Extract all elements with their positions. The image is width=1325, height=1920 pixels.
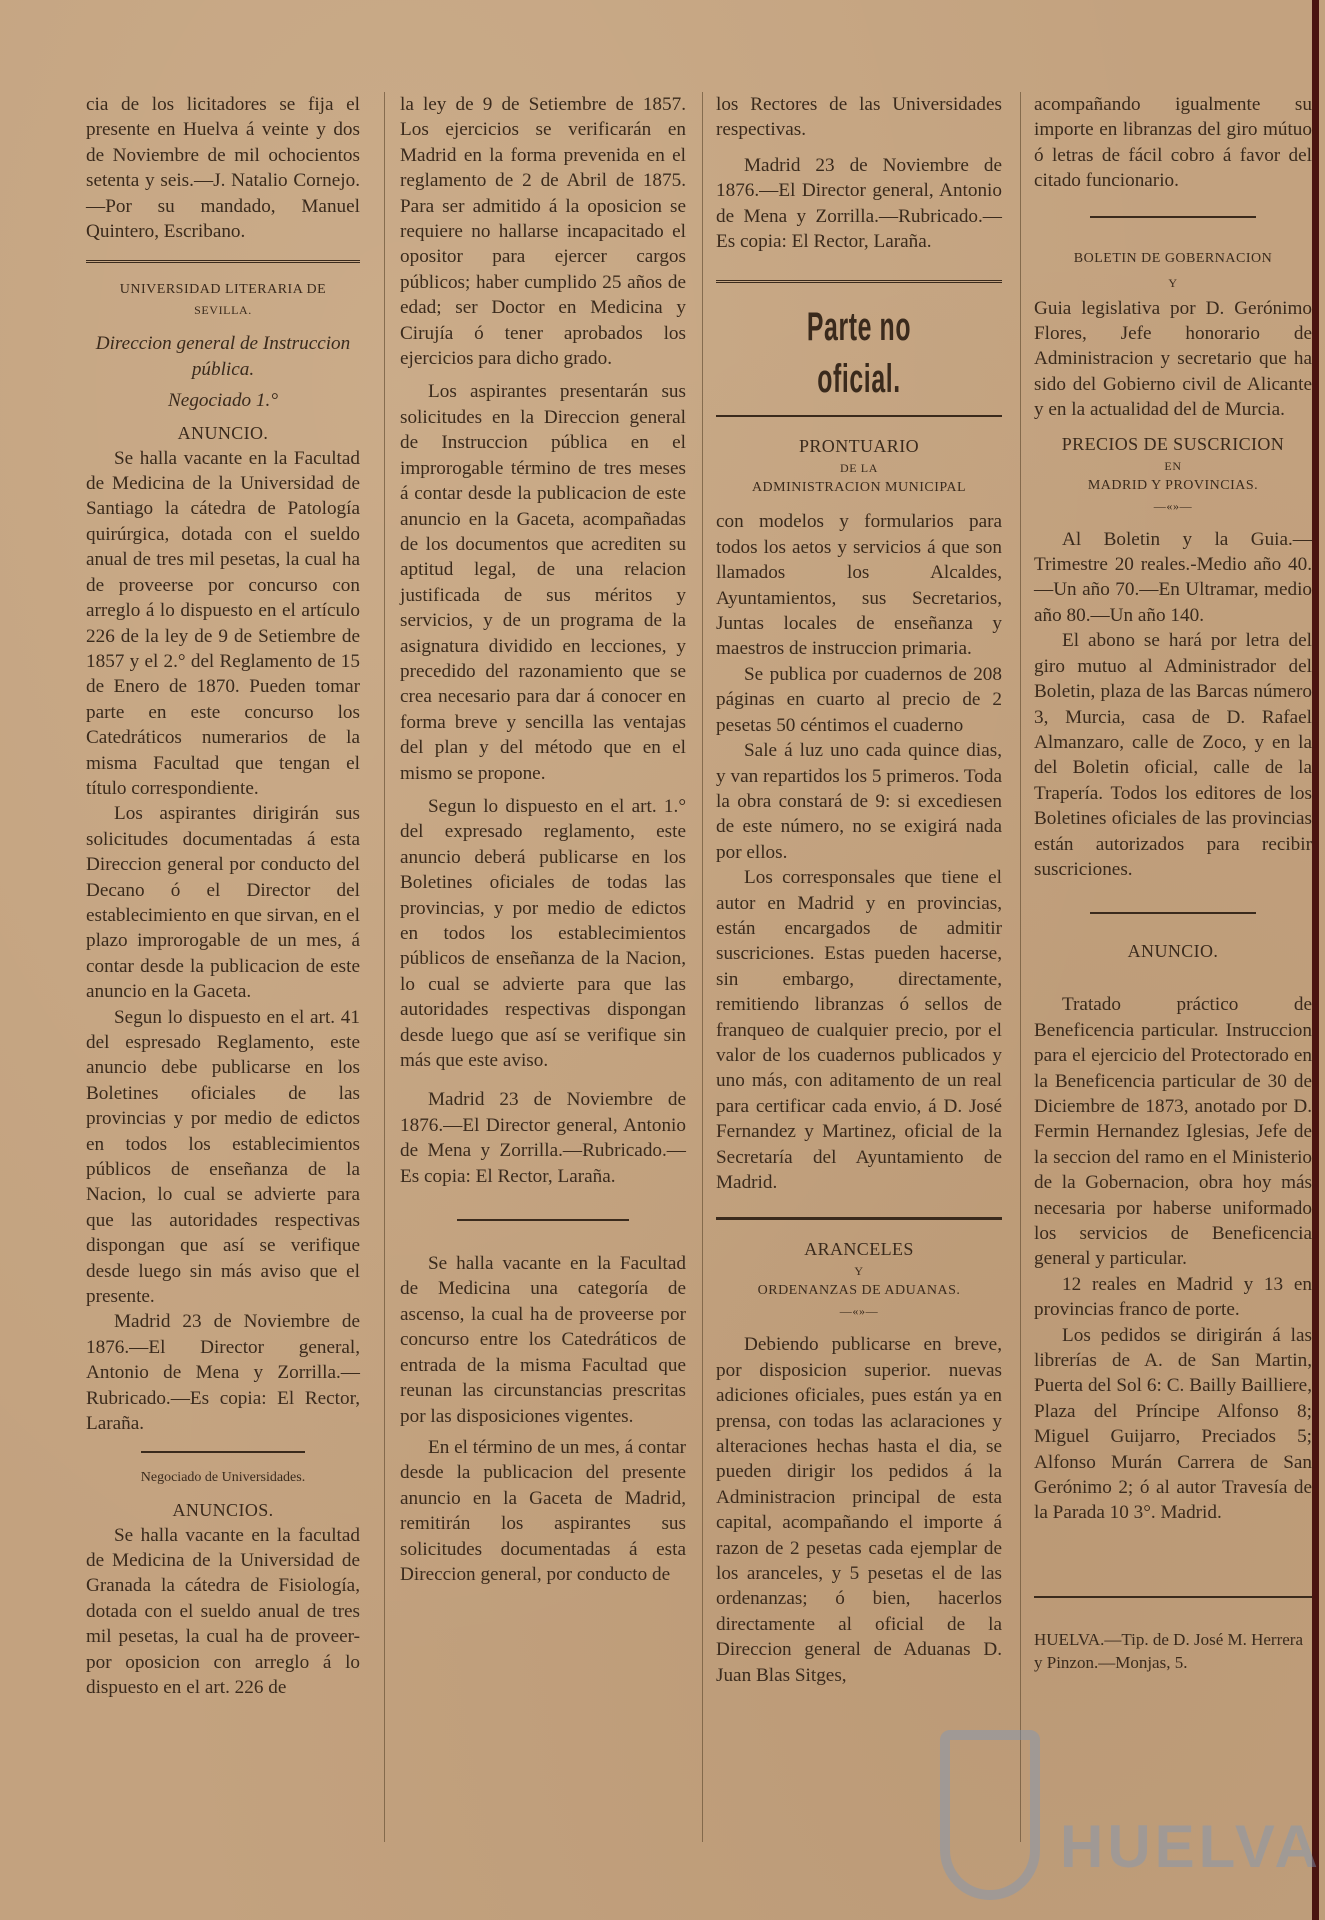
column-divider: [702, 92, 703, 1842]
column-3: [716, 92, 1002, 1908]
publication-title-connector: DE LA: [840, 461, 878, 476]
publication-title: ARANCELES: [804, 1239, 914, 1260]
section-title: Parte no oficial.: [806, 305, 912, 402]
section-subheading: MADRID Y PROVINCIAS.: [1087, 477, 1259, 493]
paragraph: Se halla vacante en la facultad de Medicina de la Universidad de Granada la cátedra de Fisiología, dotada con el sueldo anual de tres mil pesetas, la cual ha de proveer- por oposicion con arreglo á lo dispuesto en el art. 226 de: [86, 1524, 360, 1698]
column-divider: [1020, 92, 1021, 1842]
paragraph: Guia legislativa por D. Gerónimo Flores, Jefe honorario de Administracion y secretario que ha sido del Gobierno civil de Alicante y en la actualidad del de Murcia.: [1034, 297, 1312, 421]
paragraph: Los pedidos se dirigirán á las librerías de A. de San Martin, Puerta del Sol 6: C. Bailly Bailliere, Plaza del Príncipe Alfonso 8; Miguel Guijarro, Preciados 5; Alfonso Murán Carrera de San Gerónimo 2; ó al autor Travesía de la Parada 10 3°. Madrid.: [1034, 1324, 1312, 1524]
publication-title: PRONTUARIO: [798, 436, 919, 457]
double-rule: [86, 260, 360, 263]
department-heading: Direccion general de Instruccion pública.: [95, 333, 351, 380]
signature-paragraph: Madrid 23 de Noviembre de 1876.—El Director general, Antonio de Mena y Zorrilla.—Rubricado.—Es copia: El Rector, Laraña.: [400, 1089, 686, 1187]
rule: [457, 1219, 629, 1221]
notice-heading: ANUNCIO.: [1127, 941, 1219, 962]
paragraph: Sale á luz uno cada quince dias, y van repartidos los 5 primeros. Toda la obra constará de 9: si excediesen de este número, no se exigirá nada por ellos.: [716, 740, 1002, 863]
section-connector: EN: [1164, 458, 1182, 473]
publication-title: BOLETIN DE GOBERNACION: [1073, 250, 1273, 266]
rule: [1034, 1596, 1312, 1598]
price-paragraph: Al Boletin y la Guia.—Trimestre 20 reales.-Medio año 40.—Un año 70.—En Ultramar, medio año 80.—Un año 140.: [1034, 528, 1312, 626]
printer-imprint: HUELVA.—Tip. de D. José M. Herrera y Pinzon.—Monjas, 5.: [1034, 1629, 1303, 1672]
section-heading: UNIVERSIDAD LITERARIA DE: [119, 282, 327, 298]
section-heading: PRECIOS DE SUSCRICION: [1061, 433, 1285, 454]
paragraph: Segun lo dispuesto en el art. 41 del espresado Reglamento, este anuncio debe publicarse en los Boletines oficiales de las provincias y por medio de edictos en todos los establecimientos públicos de enseñanza de la Nacion, lo cual se advierte para que las autoridades respectivas dispongan que así se verifique desde luego sin más aviso que el presente.: [86, 1006, 360, 1308]
publication-title-connector: Y: [1168, 275, 1178, 290]
paragraph: acompañando igualmente su importe en libranzas del giro mútuo ó letras de fácil cobro á favor del citado funcionario.: [1034, 94, 1312, 192]
paragraph: Debiendo publicarse en breve, por disposicion superior. nuevas adiciones oficiales, pues están ya en prensa, con todas las aclaraciones y alteraciones hechas hasta el dia, se pueden dirigir los pedidos á la Administracion principal de esta capital, acompañando el importe á razon de 2 pesetas cada ejemplar de los aranceles, y 5 pesetas el de las ordenanzas; ó bien, hacerlos directamente al oficial de la Direccion general de Aduanas D. Juan Blas Sitges,: [716, 1334, 1002, 1686]
price-paragraph: 12 reales en Madrid y 13 en provincias franco de porte.: [1034, 1273, 1312, 1321]
notice-heading: ANUNCIOS.: [172, 1499, 274, 1520]
paragraph: cia de los licitadores se fija el presente en Huelva á veinte y dos de Noviembre de mil ochocientos setenta y seis.—J. Natalio Cornejo.—Por su mandado, Manuel Quintero, Escribano.: [86, 94, 360, 243]
watermark-text: HUELVA: [1060, 1813, 1322, 1880]
rule: [716, 415, 1002, 417]
office-heading: Negociado de Universidades.: [140, 1469, 306, 1485]
publication-subtitle: ORDENANZAS DE ADUANAS.: [757, 1283, 961, 1299]
paragraph: El abono se hará por letra del giro mutuo al Administrador del Boletin, plaza de las Barcas número 3, Murcia, casa de D. Rafael Almanzaro, calle de Zoco, y en la del Boletin oficial, calle de la Trapería. Todos los editores de los Boletines oficiales de las provincias están autorizados para recibir suscriciones.: [1034, 630, 1312, 880]
signature-paragraph: Madrid 23 de Noviembre de 1876.—El Director general, Antonio de Mena y Zorrilla.—Rubricado.—Es copia: El Rector, Laraña.: [716, 154, 1002, 253]
rule: [1090, 216, 1257, 218]
paragraph: Segun lo dispuesto en el art. 1.° del expresado reglamento, este anuncio deberá publicarse en los Boletines oficiales de todas las provincias, y por medio de edictos en todos los establecimientos públicos de enseñanza de la Nacion, lo cual se advierte para que las autoridades respectivas dispongan desde luego que así se verifique sin más que este aviso.: [400, 795, 686, 1072]
publication-subtitle: ADMINISTRACION MUNICIPAL: [751, 480, 967, 496]
publication-title-connector: Y: [854, 1264, 864, 1279]
office-heading: Negociado 1.°: [168, 390, 278, 412]
paragraph: En el término de un mes, á contar desde la publicacion del presente anuncio en la Gaceta de Madrid, remitirán los aspirantes sus solicitudes documentadas á esta Direccion general, por conducto de: [400, 1436, 686, 1585]
paragraph: Se halla vacante en la Facultad de Medicina una categoría de ascenso, la cual ha de proveerse por concurso entre los Catedráticos de entrada de la misma Facultad que reunan las circunstancias prescritas por las disposiciones vigentes.: [400, 1253, 686, 1427]
paragraph: Los aspirantes dirigirán sus solicitudes documentadas á esta Direccion general por conducto del Decano ó el Director del establecimiento en que sirvan, en el plazo improrogable de un mes, á contar desde la publicacion de este anuncio en la Gaceta.: [86, 803, 360, 1003]
column-1: [86, 92, 360, 1908]
notice-heading: ANUNCIO.: [177, 422, 269, 443]
column-4: [1034, 92, 1312, 1908]
rule: [716, 1217, 1002, 1220]
paragraph: Tratado práctico de Beneficencia particular. Instruccion para el ejercicio del Protectorado en la Beneficencia particular de 30 de Diciembre de 1873, anotado por D. Fermin Hernandez Iglesias, Jefe de la seccion del ramo en el Ministerio de la Gobernacion, obra hoy más necesaria por haberse uniformado los servicios de Beneficencia general y particular.: [1034, 994, 1312, 1270]
rule: [1090, 912, 1257, 914]
paragraph: Se publica por cuadernos de 208 páginas en cuarto al precio de 2 pesetas 50 céntimos el cuaderno: [716, 663, 1002, 736]
page-edge: [1312, 0, 1319, 1920]
paragraph: Se halla vacante en la Facultad de Medicina de la Universidad de Santiago la cátedra de Patología quirúrgica, dotada con el sueldo anual de tres mil pesetas, la cual ha de proveerse por concurso con arreglo á lo dispuesto en el artículo 226 de la ley de 9 de Setiembre de 1857 y el 2.° del Reglamento de 15 de Enero de 1870. Pueden tomar parte en este concurso los Catedráticos numerarios de la misma Facultad que tengan el título correspondiente.: [86, 447, 360, 799]
signature-paragraph: Madrid 23 de Noviembre de 1876.—El Director general, Antonio de Mena y Zorrilla.—Rubricado.—Es copia: El Rector, Laraña.: [86, 1311, 360, 1435]
paragraph: Los aspirantes presentarán sus solicitudes en la Direccion general de Instruccion pública en el improrogable término de tres meses á contar desde la publicacion de este anuncio en la Gaceta, acompañadas de los documentos que acrediten su aptitud legal, de una relacion justificada de sus méritos y servicios, y de un programa de la asignatura dividido en lecciones, y precedido del razonamiento que se crea necesario para dar á conocer en forma breve y sencilla las ventajas del plan y del método que en el mismo se propone.: [400, 381, 686, 784]
paragraph: con modelos y formularios para todos los aetos y servicios á que son llamados los Alcaldes, Ayuntamientos, sus Secretarios, Juntas locales de enseñanza y maestros de instruccion primaria.: [716, 511, 1002, 660]
paragraph: la ley de 9 de Setiembre de 1857. Los ejercicios se verificarán en Madrid en la forma prevenida en el reglamento de 2 de Abril de 1875. Para ser admitido á la oposicion se requiere no hallarse incapacitado el opositor para ejercer cargos públicos; haber cumplido 25 años de edad; ser Doctor en Medicina y Cirujía ó tener aprobados los ejercicios para dicho grado.: [400, 94, 686, 370]
column-divider: [384, 92, 385, 1842]
section-subheading: SEVILLA.: [194, 303, 252, 318]
double-rule: [716, 280, 1002, 283]
ornament: —«»—: [1153, 498, 1193, 513]
ornament: —«»—: [839, 1304, 879, 1319]
paragraph: Los corresponsales que tiene el autor en Madrid y en provincias, están encargados de admitir suscriciones. Estas pueden hacerse, sin embargo, directamente, remitiendo libranzas ó sellos de franqueo de cualquier precio, por el valor de los cuadernos publicados y uno más, con aditamento de un real para certificar cada envio, á D. José Fernandez y Martinez, oficial de la Secretaría del Ayuntamiento de Madrid.: [716, 867, 1002, 1193]
rule: [141, 1451, 305, 1453]
paragraph: los Rectores de las Universidades respectivas.: [716, 94, 1002, 141]
column-2: [400, 92, 686, 1908]
